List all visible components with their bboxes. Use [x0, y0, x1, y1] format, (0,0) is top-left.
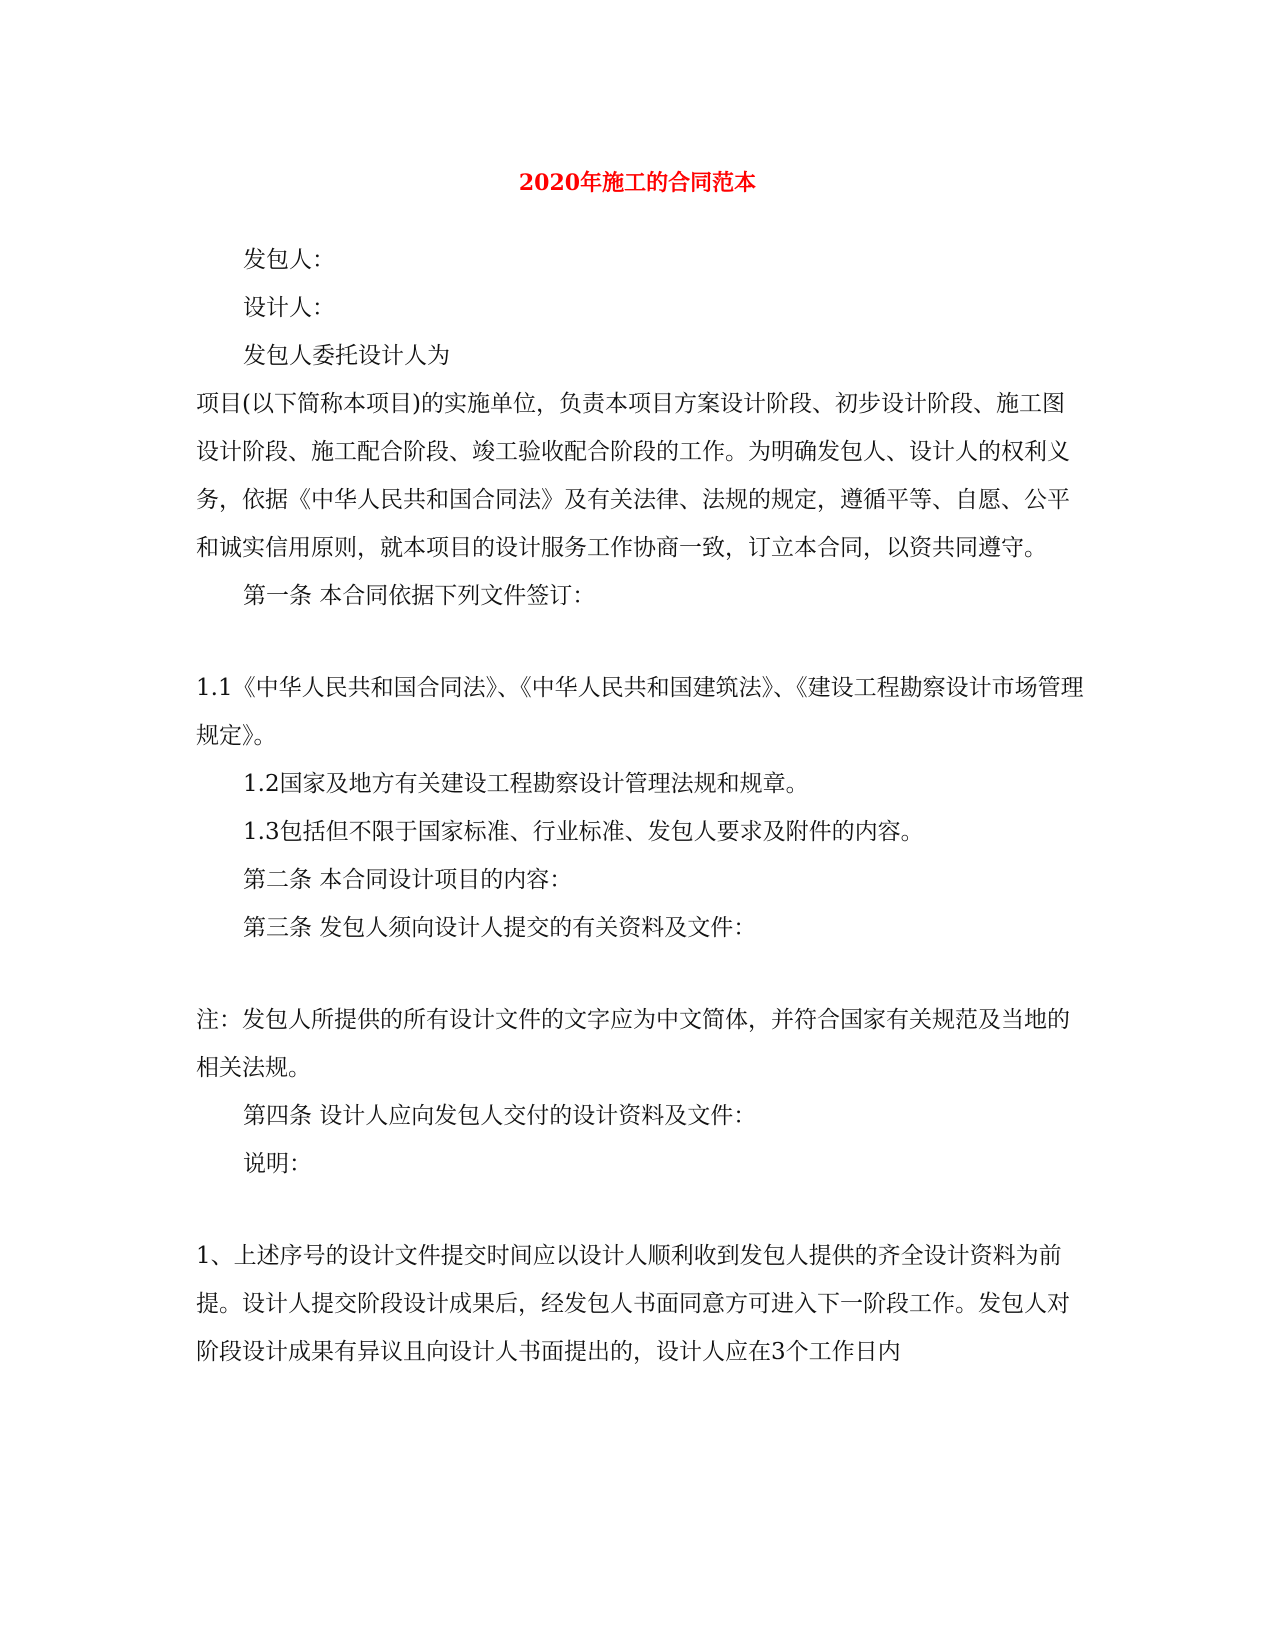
designer-line: 设计人：	[243, 295, 335, 321]
project-scope-paragraph: 项目(以下简称本项目)的实施单位，负责本项目方案设计阶段、初步设计阶段、施工图设计阶段、施工配合阶段、竣工验收配合阶段的工作。为明确发包人、设计人的权利义务，依据《中华人民共和国合同法》及有关法律、法规的规定，遵循平等、自愿、公平和诚实信用原则，就本项目的设计服务工作协商一致，订立本合同，以资共同遵守。	[196, 391, 1070, 561]
clause-1-2: 1.2国家及地方有关建设工程勘察设计管理法规和规章。	[243, 771, 809, 797]
explanation-item-1: 1、上述序号的设计文件提交时间应以设计人顺利收到发包人提供的齐全设计资料为前提。设计人提交阶段设计成果后，经发包人书面同意方可进入下一阶段工作。发包人对阶段设计成果有异议且向设计人书面提出的，设计人应在3个工作日内	[196, 1243, 1070, 1365]
article-3-heading: 第三条 发包人须向设计人提交的有关资料及文件：	[243, 915, 757, 941]
clause-1-3: 1.3包括但不限于国家标准、行业标准、发包人要求及附件的内容。	[243, 819, 924, 845]
clause-1-1: 1.1《中华人民共和国合同法》、《中华人民共和国建筑法》、《建设工程勘察设计市场管理规定》。	[196, 675, 1084, 749]
commission-line: 发包人委托设计人为	[243, 343, 450, 369]
document-title: 2020年施工的合同范本	[518, 170, 757, 196]
article-1-heading: 第一条 本合同依据下列文件签订：	[243, 583, 596, 609]
explanation-heading: 说明：	[243, 1151, 312, 1177]
party-a-line: 发包人：	[243, 247, 335, 273]
article-2-heading: 第二条 本合同设计项目的内容：	[243, 867, 573, 893]
article-4-heading: 第四条 设计人应向发包人交付的设计资料及文件：	[243, 1103, 757, 1129]
note-paragraph: 注：发包人所提供的所有设计文件的文字应为中文简体，并符合国家有关规范及当地的相关法规。	[196, 1007, 1070, 1081]
document-body	[196, 236, 1086, 1376]
